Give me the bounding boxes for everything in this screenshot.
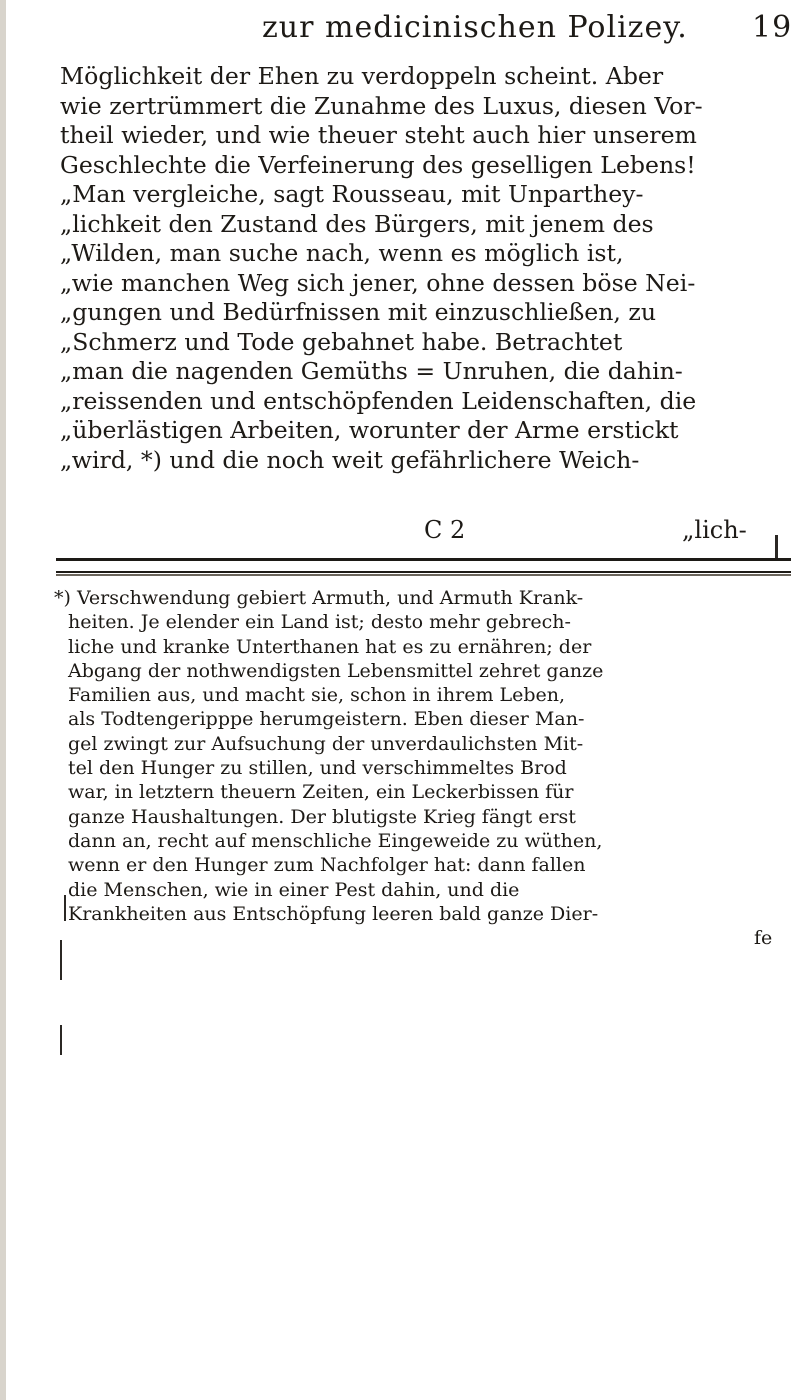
text-line: „Schmerz und Tode gebahnet habe. Betrachtet — [60, 327, 623, 356]
footnote-line: liche und kranke Unterthanen hat es zu ernähren; der — [68, 635, 592, 658]
footnote-line: Familien aus, und macht sie, schon in ihrem Leben, — [68, 684, 566, 707]
footnote-line: gel zwingt zur Aufsuchung der unverdaulichsten Mit- — [68, 732, 584, 755]
page-edge-shadow — [0, 0, 6, 1400]
catchword: „lich- — [682, 516, 747, 544]
footnote-catchword: fe — [754, 927, 773, 950]
text-line: „gungen und Bedürfnissen mit einzuschließen, zu — [60, 298, 657, 326]
text-line: theil wieder, und wie theuer steht auch hier unserem — [60, 121, 697, 149]
footnote-line: wenn er den Hunger zum Nachfolger hat: dann fallen — [68, 854, 586, 877]
running-title: zur medicinischen Polizey. — [262, 10, 688, 45]
footnote-rule-thin — [56, 574, 791, 576]
text-line: „Man vergleiche, sagt Rousseau, mit Unparthey- — [60, 180, 644, 208]
page-number: 19 — [752, 10, 793, 45]
footnote-line: die Menschen, wie in einer Pest dahin, und die — [68, 878, 520, 901]
text-line: „überlästigen Arbeiten, worunter der Arme erstickt — [60, 416, 679, 444]
footnote-line: heiten. Je elender ein Land ist; desto mehr gebrech- — [68, 611, 571, 634]
footnote-line: ganze Haushaltungen. Der blutigste Krieg fängt erst — [68, 805, 576, 828]
footnote-line: als Todtengeripppe herumgeistern. Eben dieser Man- — [68, 708, 585, 731]
margin-mark — [60, 1025, 62, 1055]
text-line: „man die nagenden Gemüths = Unruhen, die dahin- — [60, 357, 683, 385]
footnote-line: Krankheiten aus Entschöpfung leeren bald ganze Dier- — [68, 902, 599, 925]
text-line: wie zertrümmert die Zunahme des Luxus, diesen Vor- — [60, 91, 703, 120]
text-line: „wird, *) und die noch weit gefährlichere Weich- — [60, 445, 640, 474]
margin-mark — [60, 940, 62, 980]
text-line: „reissenden und entschöpfenden Leidenschaften, die — [60, 386, 697, 415]
text-line: Geschlechte die Verfeinerung des geselligen Lebens! — [60, 150, 696, 179]
running-header — [262, 6, 792, 52]
text-line: „Wilden, man suche nach, wenn es möglich ist, — [60, 239, 624, 267]
footnote — [54, 586, 792, 950]
text-line: Möglichkeit der Ehen zu verdoppeln scheint. Aber — [60, 62, 664, 90]
footnote-line: dann an, recht auf menschliche Eingeweide zu wüthen, — [68, 829, 603, 852]
footnote-line: *) Verschwendung gebiert Armuth, und Armuth Krank- — [54, 587, 584, 609]
footnote-rule — [56, 558, 791, 573]
footnote-line: Abgang der nothwendigsten Lebensmittel zehret ganze — [68, 659, 604, 682]
footnote-line: war, in letztern theuern Zeiten, ein Leckerbissen für — [68, 781, 574, 804]
main-text — [60, 62, 788, 475]
signature-mark: C 2 — [424, 516, 466, 544]
margin-mark — [64, 895, 66, 921]
footnote-line: tel den Hunger zu stillen, und verschimmeltes Brod — [68, 757, 567, 780]
text-line: „lichkeit den Zustand des Bürgers, mit jenem des — [60, 209, 654, 238]
text-line: „wie manchen Weg sich jener, ohne dessen böse Nei- — [60, 268, 696, 297]
